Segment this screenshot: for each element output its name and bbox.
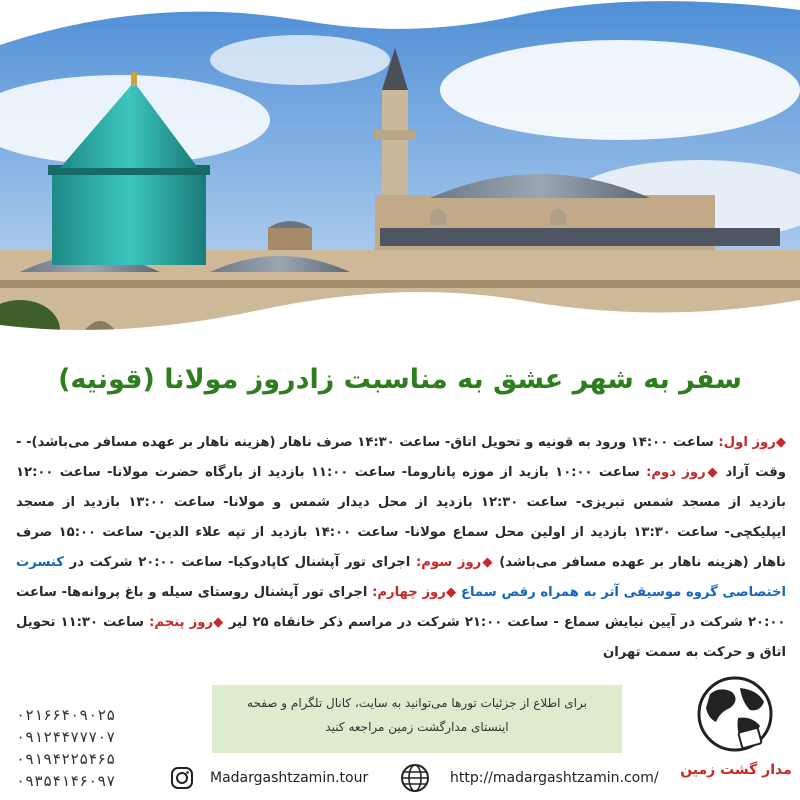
day5-text: ساعت ۱۱:۳۰ تحویل اتاق و حرکت به سمت تهران (16, 615, 786, 660)
day2-text: ساعت ۱۰:۰۰ بازید از موزه پاناروما- ساعت ۱۱:۰۰ بازدید از بارگاه حضرت مولانا- ساعت ۱۲:۰۰ بازدید از مسجد شمس تبریزی- ساعت ۱۲:۳۰ بازدید از محل دیدار شمس و مولانا- ساعت ۱۳:۰۰ بازدید از مسجد ایپلیکچی- ساعت ۱۳:۳۰ بازدید از اولین محل سماع مولانا- ساعت ۱۴:۰۰ بازدید از تپه علاء الدین- ساعت ۱۵:۰۰ صرف ناهار (هزینه ناهار بر عهده مسافر می‌باشد) (16, 465, 786, 570)
info-line-1: برای اطلاع از جزئیات تورها می‌توانید به سایت، کانال تلگرام و صفحه (247, 696, 587, 710)
day4-text: اجرای تور آپشنال روستای سیله و باغ پروانه‌ها- ساعت ۲۰:۰۰ شرکت در آیین نیایش سماع - ساعت ۲۱:۰۰ شرکت در مراسم ذکر خانقاه ۲۵ لیر (16, 585, 786, 630)
hero-image (0, 0, 800, 360)
day5-label: ◆روز پنجم: (149, 615, 224, 630)
day3-text: اجرای تور آپشنال کاپادوکیا- ساعت ۲۰:۰۰ شرکت در (63, 555, 416, 570)
day4-label: ◆روز چهارم: (372, 585, 457, 600)
instagram-icon (170, 766, 194, 790)
website-link[interactable] (400, 760, 659, 796)
logo-text: مدار گشت زمین (680, 762, 792, 778)
day1-label: ◆روز اول: (718, 435, 787, 450)
page-title: سفر به شهر عشق به مناسبت زادروز مولانا (قونیه) (58, 364, 742, 395)
info-box (212, 685, 622, 753)
day1-text: ساعت ۱۴:۰۰ ورود به قونیه و تحویل اتاق- ساعت ۱۴:۳۰ صرف ناهار (هزینه ناهار بر عهده مسافر می‌باشد)- - وقت آزاد (16, 435, 786, 480)
instagram-link[interactable] (170, 760, 368, 796)
instagram-handle[interactable]: Madargashtzamin.tour (210, 770, 369, 786)
phone-number[interactable]: ۰۹۳۵۴۱۴۶۰۹۷ (16, 772, 116, 790)
itinerary-text (16, 428, 786, 668)
phone-number[interactable]: ۰۲۱۶۶۴۰۹۰۲۵ (16, 706, 116, 724)
mevlana-mosque-illustration (0, 0, 800, 360)
website-url[interactable]: http://madargashtzamin.com/ (450, 770, 659, 786)
info-line-2: اینستای مدارگشت زمین مراجعه کنید (325, 720, 509, 734)
concert-text: کنسرت اختصاصی گروه موسیقی آتر به همراه رقص سماع (16, 555, 786, 600)
phone-number[interactable]: ۰۹۱۹۴۲۲۵۴۶۵ (16, 750, 116, 768)
day2-label: ◆روز دوم: (646, 465, 720, 480)
globe-icon (400, 763, 430, 793)
phone-list (16, 704, 166, 792)
day3-label: ◆روز سوم: (416, 555, 494, 570)
phone-number[interactable]: ۰۹۱۲۴۴۷۷۷۰۷ (16, 728, 116, 746)
